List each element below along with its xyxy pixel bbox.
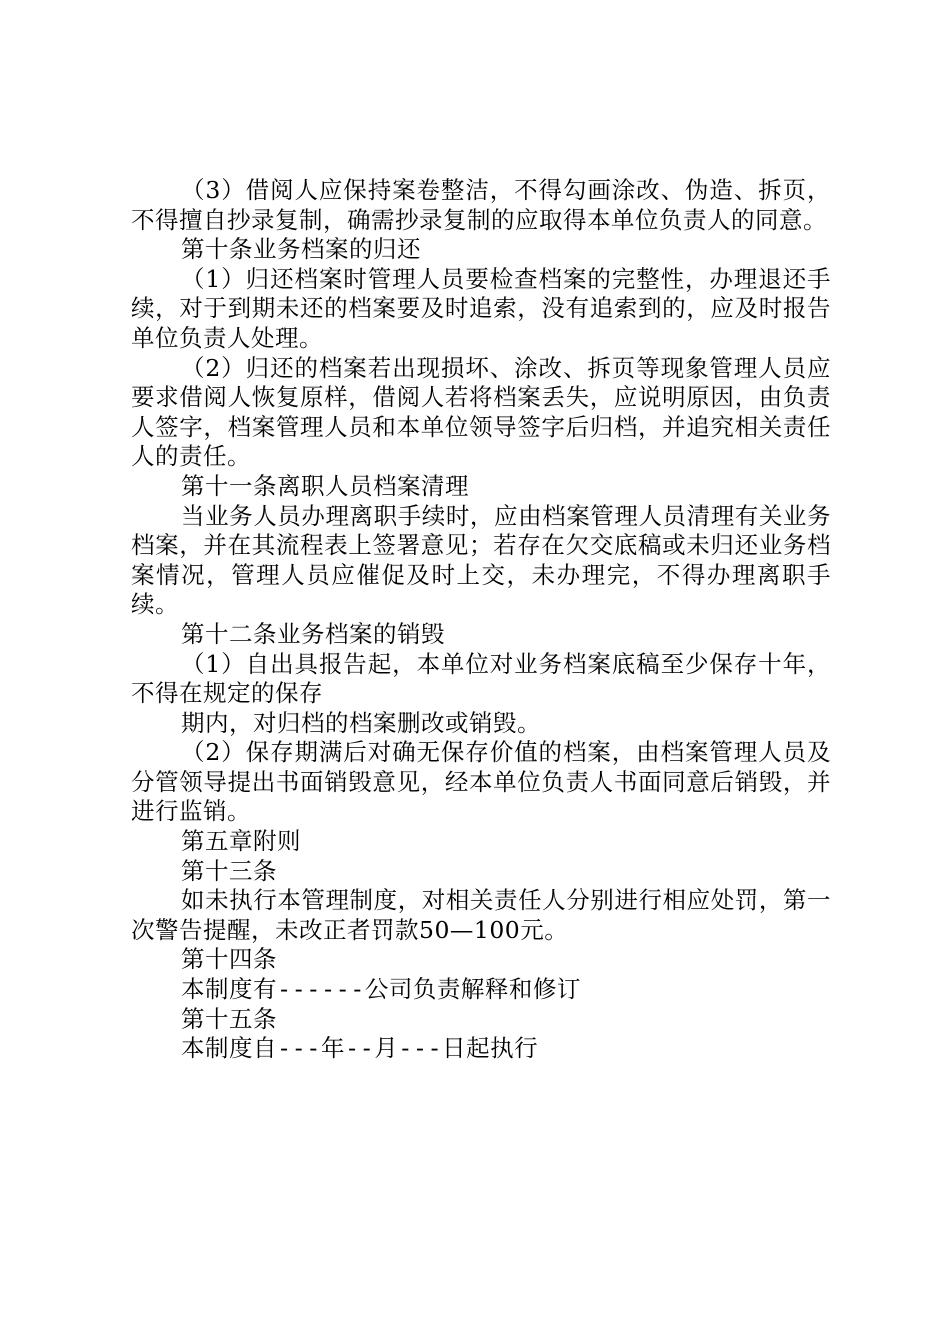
document-body xyxy=(131,176,831,1064)
paragraph-destruction: （2）保存期满后对确无保存价值的档案，由档案管理人员及分管领导提出书面销毁意见，经本单位负责人书面同意后销毁，并进行监销。 xyxy=(131,738,831,826)
paragraph-retention-cont: 期内，对归档的档案删改或销毁。 xyxy=(181,708,541,737)
heading-chapter-5: 第五章附则 xyxy=(181,827,301,856)
paragraph-return-damage: （2）归还的档案若出现损坏、涂改、拆页等现象管理人员应要求借阅人恢复原样，借阅人若将档案丢失，应说明原因，由负责人签字，档案管理人员和本单位领导签字后归档，并追究相关责任人的责任。 xyxy=(131,353,831,471)
paragraph-retention: （1）自出具报告起，本单位对业务档案底稿至少保存十年，不得在规定的保存 xyxy=(131,649,831,708)
heading-article-15: 第十五条 xyxy=(181,1004,277,1033)
heading-article-11: 第十一条离职人员档案清理 xyxy=(181,471,469,500)
heading-article-10: 第十条业务档案的归还 xyxy=(181,235,421,264)
heading-article-13: 第十三条 xyxy=(181,856,277,885)
paragraph-penalty: 如未执行本管理制度，对相关责任人分别进行相应处罚，第一次警告提醒，未改正者罚款50—100元。 xyxy=(131,886,831,944)
paragraph-return-check: （1）归还档案时管理人员要检查档案的完整性，办理退还手续，对于到期未还的档案要及时追索，没有追索到的，应及时报告单位负责人处理。 xyxy=(131,264,831,352)
paragraph-resignation: 当业务人员办理离职手续时，应由档案管理人员清理有关业务档案，并在其流程表上签署意见；若存在欠交底稿或未归还业务档案情况，管理人员应催促及时上交，未办理完，不得办理离职手续。 xyxy=(131,501,831,619)
heading-article-14: 第十四条 xyxy=(181,945,277,974)
heading-article-12: 第十二条业务档案的销毁 xyxy=(181,619,445,648)
paragraph-effective-date: 本制度自---年--月---日起执行 xyxy=(181,1034,539,1063)
paragraph-borrower-rules: （3）借阅人应保持案卷整洁，不得勾画涂改、伪造、拆页，不得擅自抄录复制，确需抄录复制的应取得本单位负责人的同意。 xyxy=(131,176,831,234)
paragraph-interpretation: 本制度有------公司负责解释和修订 xyxy=(181,975,581,1004)
